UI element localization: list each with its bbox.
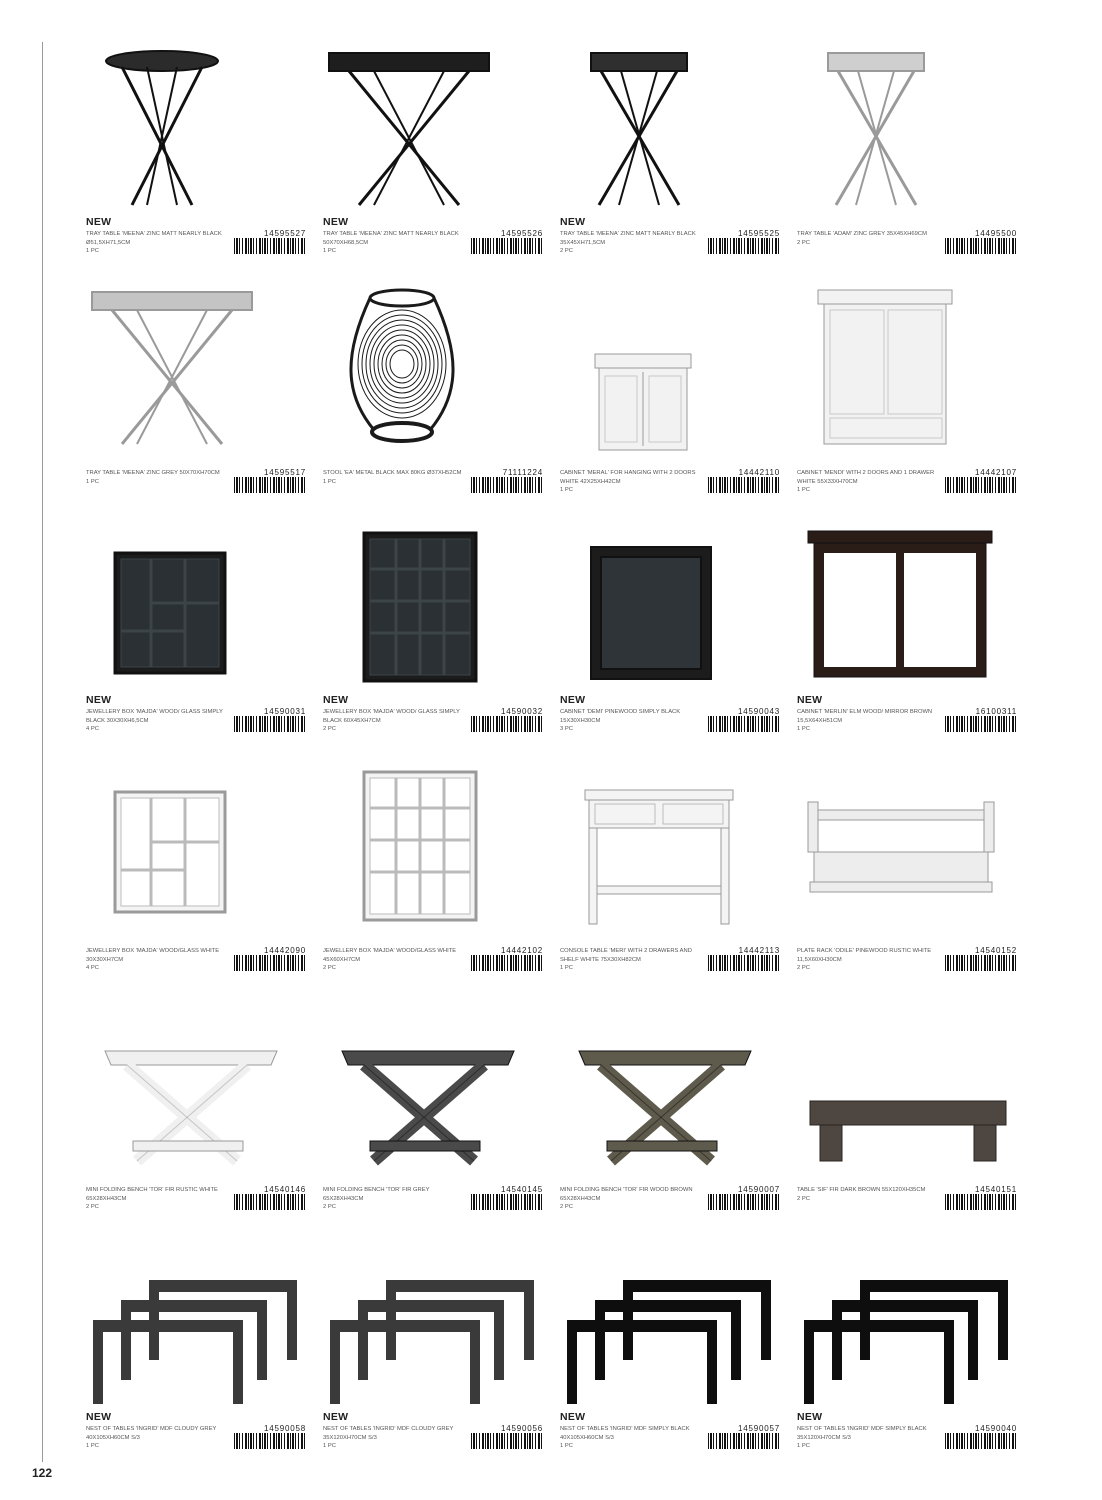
product-card [560,1235,782,1460]
product-sku: 14595517 [264,468,306,477]
nest-tables-icon [798,1240,1018,1410]
product-photo [86,518,308,693]
barcode [234,1433,306,1455]
product-quantity: 1 PC [86,478,99,485]
barcode-bars [708,716,780,732]
product-photo [797,1235,1019,1410]
product-name: NEST OF TABLES 'INGRID' MDF SIMPLY BLACK 35X120XH70CM S/3 [797,1426,927,1441]
product-card [560,996,782,1221]
barcode [945,1433,1017,1455]
product-name: NEST OF TABLES 'INGRID' MDF SIMPLY BLACK 40X105XH60CM S/3 [560,1426,690,1441]
product-card [797,518,1019,743]
product-card [560,518,782,743]
barcode [234,716,306,738]
product-name: MINI FOLDING BENCH 'TOR' FIR RUSTIC WHITE 65X28XH43CM [86,1187,218,1202]
product-info [797,708,1019,742]
product-sku: 14595526 [501,229,543,238]
new-badge: NEW [86,1411,112,1423]
product-sku: 14590056 [501,1424,543,1433]
product-quantity: 4 PC [86,965,99,971]
product-name: TRAY TABLE 'ADAM' ZINC GREY 35X45XH69CM [797,231,927,237]
product-name: JEWELLERY BOX 'MAJDA' WOOD/GLASS WHITE 30X30XH7CM [86,948,220,963]
product-name: JEWELLERY BOX 'MAJDA' WOOD/ GLASS SIMPLY BLACK 60X45XH7CM [323,709,460,724]
product-quantity: 2 PC [560,1204,573,1210]
product-quantity: 1 PC [560,965,573,971]
product-description [797,1186,942,1203]
product-info [797,469,1019,503]
cabinet-small-icon [561,284,781,454]
product-info [323,230,545,264]
barcode [708,1433,780,1455]
product-quantity: 2 PC [323,1204,336,1210]
barcode [945,716,1017,738]
product-quantity: 2 PC [797,239,810,246]
product-info [560,230,782,264]
barcode [234,238,306,260]
barcode-bars [471,716,543,732]
product-name: JEWELLERY BOX 'MAJDA' WOOD/GLASS WHITE 45X60XH7CM [323,948,457,963]
product-description [797,469,942,495]
stool-icon [324,284,544,454]
product-quantity: 2 PC [560,248,573,254]
new-badge: NEW [86,694,112,706]
jewellery-box-square-icon [87,762,307,932]
product-card [86,1235,308,1460]
product-quantity: 1 PC [797,1443,810,1449]
product-info [560,469,782,503]
product-sku: 14442110 [738,468,780,477]
product-sku: 14540145 [501,1185,543,1194]
product-quantity: 1 PC [86,1443,99,1449]
product-photo [323,40,545,215]
product-description [560,1425,705,1451]
product-sku: 14590007 [738,1185,780,1194]
barcode-bars [234,955,306,971]
tray-table-icon [798,45,1018,215]
new-badge: NEW [323,694,349,706]
product-sku: 14442102 [501,946,543,955]
barcode [945,955,1017,977]
product-info [323,708,545,742]
plate-rack-icon [798,762,1018,932]
tray-table-wide-icon [324,45,544,215]
new-badge: NEW [323,216,349,228]
barcode [471,238,543,260]
product-info [797,1186,1019,1220]
product-card [86,996,308,1221]
nest-tables-icon [324,1240,544,1410]
product-photo [560,40,782,215]
product-description [323,947,468,973]
product-photo [323,1235,545,1410]
folding-bench-icon [324,1001,544,1171]
product-photo [797,40,1019,215]
new-badge: NEW [560,694,586,706]
product-description [797,947,942,973]
product-card [797,40,1019,265]
product-name: TABLE 'SIF' FIR DARK BROWN 55X120XH35CM [797,1187,926,1193]
product-photo [797,518,1019,693]
product-name: NEST OF TABLES 'INGRID' MDF CLOUDY GREY 40X105XH60CM S/3 [86,1426,217,1441]
product-sku: 14590058 [264,1424,306,1433]
product-info [323,469,545,503]
product-photo [323,757,545,932]
cabinet-tall-icon [798,284,1018,454]
product-photo [86,279,308,454]
product-photo [560,996,782,1171]
product-card [323,518,545,743]
product-name: TRAY TABLE 'MEENA' ZINC MATT NEARLY BLACK 35X45XH71,5CM [560,231,696,246]
product-info [797,230,1019,264]
new-badge: NEW [797,694,823,706]
product-info [86,947,308,981]
barcode-bars [708,1194,780,1210]
product-photo [86,996,308,1171]
barcode [471,1433,543,1455]
product-description [560,230,705,256]
product-quantity: 2 PC [797,965,810,971]
product-quantity: 1 PC [86,248,99,254]
product-quantity: 2 PC [86,1204,99,1210]
new-badge: NEW [560,216,586,228]
product-card [323,757,545,982]
barcode [471,716,543,738]
product-name: CABINET 'MERAL' FOR HANGING WITH 2 DOORS WHITE 42X25XH42CM [560,470,696,485]
product-name: TRAY TABLE 'MEENA' ZINC MATT NEARLY BLACK Ø51,5XH71,5CM [86,231,222,246]
product-description [86,1425,231,1451]
product-sku: 14540146 [264,1185,306,1194]
product-name: CABINET 'MENDI' WITH 2 DOORS AND 1 DRAWER WHITE 55X33XH70CM [797,470,935,485]
product-photo [323,996,545,1171]
product-info [797,947,1019,981]
product-sku: 14442113 [738,946,780,955]
product-quantity: 2 PC [323,965,336,971]
nest-tables-icon [561,1240,781,1410]
product-card [323,279,545,504]
barcode-bars [945,716,1017,732]
product-description [323,708,468,734]
barcode-bars [471,238,543,254]
product-info [86,230,308,264]
product-photo [797,757,1019,932]
new-badge: NEW [560,1411,586,1423]
product-description [86,469,231,486]
product-quantity: 1 PC [797,726,810,732]
barcode-bars [234,1433,306,1449]
product-card [560,279,782,504]
product-sku: 14595527 [264,229,306,238]
product-name: STOOL 'EA' METAL BLACK MAX 80KG Ø37XH52CM [323,470,462,476]
product-description [797,708,942,734]
barcode-bars [234,1194,306,1210]
product-quantity: 1 PC [323,1443,336,1449]
product-photo [86,757,308,932]
barcode [471,477,543,499]
product-name: PLATE RACK 'ODILE' PINEWOOD RUSTIC WHITE 11,5X60XH30CM [797,948,932,963]
tray-table-wide-icon [87,284,307,454]
product-info [323,947,545,981]
product-photo [797,996,1019,1171]
product-card [323,40,545,265]
product-card [560,757,782,982]
product-description [86,947,231,973]
product-quantity: 1 PC [797,487,810,493]
product-card [797,1235,1019,1460]
cabinet-glass-icon [561,523,781,693]
product-photo [560,757,782,932]
product-card [323,1235,545,1460]
page-number: 122 [32,1466,53,1480]
product-name: NEST OF TABLES 'INGRID' MDF CLOUDY GREY 35X120XH70CM S/3 [323,1426,454,1441]
product-description [86,230,231,256]
barcode [234,1194,306,1216]
barcode [471,1194,543,1216]
product-name: JEWELLERY BOX 'MAJDA' WOOD/ GLASS SIMPLY BLACK 30X30XH6,5CM [86,709,223,724]
product-info [797,1425,1019,1459]
product-description [323,1186,468,1212]
jewellery-box-tall-icon [324,523,544,693]
barcode-bars [471,955,543,971]
product-card [86,40,308,265]
barcode [708,477,780,499]
barcode-bars [471,477,543,493]
jewellery-box-square-icon [87,523,307,693]
product-info [560,1425,782,1459]
barcode-bars [708,955,780,971]
product-sku: 14442090 [264,946,306,955]
barcode-bars [471,1433,543,1449]
barcode [708,1194,780,1216]
product-photo [323,279,545,454]
product-sku: 14590031 [264,707,306,716]
product-card [323,996,545,1221]
barcode [471,955,543,977]
product-sku: 14540152 [975,946,1017,955]
barcode [708,716,780,738]
product-quantity: 1 PC [560,1443,573,1449]
product-card [560,40,782,265]
product-info [86,1186,308,1220]
product-name: MINI FOLDING BENCH 'TOR' FIR GREY 65X28XH43CM [323,1187,430,1202]
product-description [86,1186,231,1212]
product-description [560,1186,705,1212]
barcode-bars [708,238,780,254]
product-description [560,469,705,495]
product-quantity: 1 PC [323,248,336,254]
product-name: CABINET 'DEMI' PINEWOOD SIMPLY BLACK 15X30XH30CM [560,709,681,724]
product-quantity: 3 PC [560,726,573,732]
barcode [945,1194,1017,1216]
product-quantity: 2 PC [323,726,336,732]
barcode-bars [708,477,780,493]
product-description [560,947,705,973]
product-sku: 14442107 [975,468,1017,477]
product-sku: 14540151 [975,1185,1017,1194]
barcode-bars [945,1433,1017,1449]
barcode [945,238,1017,260]
tray-table-icon [561,45,781,215]
new-badge: NEW [797,1411,823,1423]
product-sku: 14595525 [738,229,780,238]
product-photo [86,40,308,215]
barcode-bars [234,716,306,732]
product-card [797,757,1019,982]
product-card [86,757,308,982]
barcode-bars [945,238,1017,254]
product-description [323,469,468,486]
nest-tables-icon [87,1240,307,1410]
barcode [234,955,306,977]
product-sku: 16100311 [975,707,1017,716]
product-sku: 14590057 [738,1424,780,1433]
product-name: CONSOLE TABLE 'MERI' WITH 2 DRAWERS AND SHELF WHITE 75X30XH82CM [560,948,692,963]
product-description [560,708,705,734]
product-photo [560,1235,782,1410]
barcode-bars [471,1194,543,1210]
product-info [560,1186,782,1220]
jewellery-box-tall-icon [324,762,544,932]
product-card [86,279,308,504]
product-card [86,518,308,743]
cabinet-mirror-icon [798,523,1018,693]
barcode [708,955,780,977]
product-sku: 71111224 [502,468,543,477]
console-table-icon [561,762,781,932]
product-description [323,230,468,256]
folding-bench-icon [561,1001,781,1171]
tray-table-round-icon [87,45,307,215]
product-info [323,1186,545,1220]
product-sku: 14590043 [738,707,780,716]
product-sku: 14495500 [975,229,1017,238]
barcode [234,477,306,499]
product-description [323,1425,468,1451]
product-description [797,230,942,247]
product-info [86,708,308,742]
product-photo [323,518,545,693]
product-quantity: 2 PC [797,1195,810,1202]
product-photo [86,1235,308,1410]
folding-bench-icon [87,1001,307,1171]
product-info [560,708,782,742]
product-sku: 14590032 [501,707,543,716]
product-card [797,279,1019,504]
product-photo [560,518,782,693]
product-info [560,947,782,981]
product-info [86,1425,308,1459]
product-name: CABINET 'MERLIN' ELM WOOD/ MIRROR BROWN 15,5X64XH51CM [797,709,933,724]
product-description [797,1425,942,1451]
product-sku: 14590040 [975,1424,1017,1433]
product-photo [560,279,782,454]
barcode-bars [945,1194,1017,1210]
product-quantity: 1 PC [323,478,336,485]
product-quantity: 4 PC [86,726,99,732]
product-card [797,996,1019,1221]
barcode [708,238,780,260]
barcode-bars [234,477,306,493]
product-photo [797,279,1019,454]
low-table-icon [798,1001,1018,1171]
product-description [86,708,231,734]
page-margin-line [42,42,43,1462]
product-name: MINI FOLDING BENCH 'TOR' FIR WOOD BROWN 65X28XH43CM [560,1187,693,1202]
new-badge: NEW [86,216,112,228]
product-info [86,469,308,503]
barcode-bars [945,955,1017,971]
barcode-bars [708,1433,780,1449]
barcode [945,477,1017,499]
product-quantity: 1 PC [560,487,573,493]
new-badge: NEW [323,1411,349,1423]
barcode-bars [945,477,1017,493]
product-name: TRAY TABLE 'MEENA' ZINC MATT NEARLY BLACK 50X70XH68,5CM [323,231,459,246]
product-info [323,1425,545,1459]
barcode-bars [234,238,306,254]
product-name: TRAY TABLE 'MEENA' ZINC GREY 50X70XH70CM [86,470,220,476]
